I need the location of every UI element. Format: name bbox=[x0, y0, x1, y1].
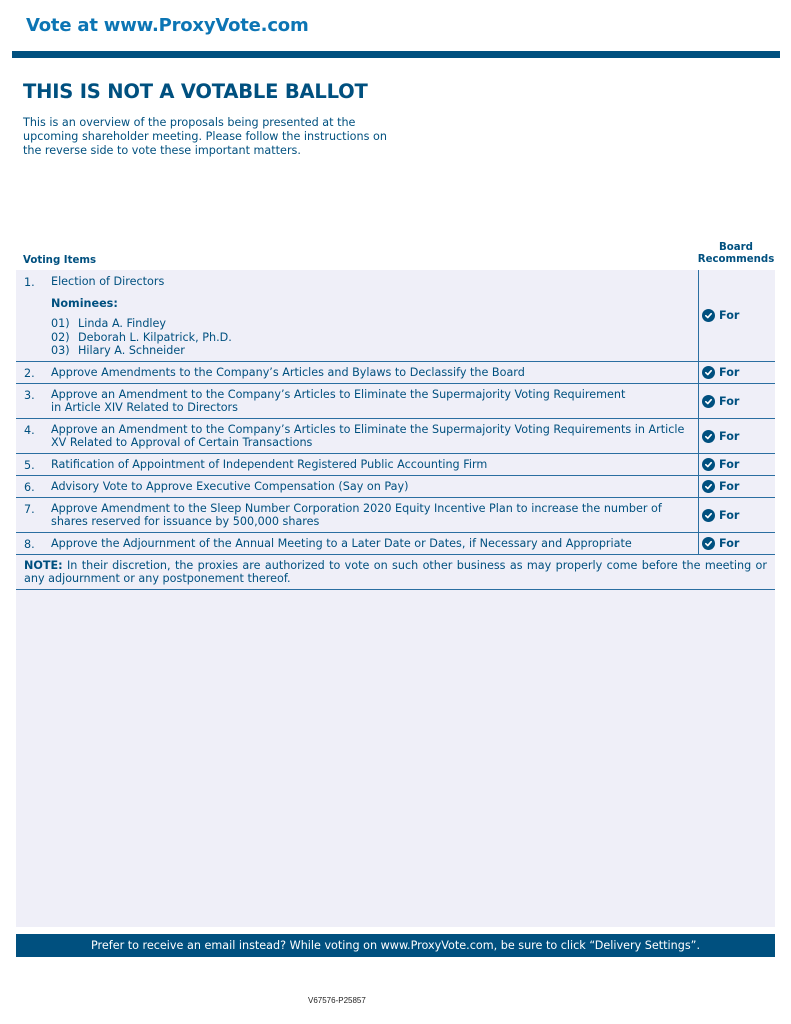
item-text: Approve Amendments to the Company’s Articles and Bylaws to Declassify the Board bbox=[51, 366, 525, 379]
item-text: Approve the Adjournment of the Annual Meeting to a Later Date or Dates, if Necessary and Appropriate bbox=[51, 537, 632, 550]
board-recommendation: For bbox=[698, 476, 775, 497]
intro-paragraph: This is an overview of the proposals being presented at the upcoming shareholder meeting. Please follow the instructions on the reverse side to vote these important matters. bbox=[23, 116, 387, 157]
item-text: Ratification of Appointment of Independent Registered Public Accounting Firm bbox=[51, 458, 488, 471]
item-title: Election of Directors bbox=[51, 275, 165, 288]
nominee-item: 02) Deborah L. Kilpatrick, Ph.D. bbox=[51, 330, 232, 344]
voting-item-row bbox=[16, 476, 775, 498]
note-text: In their discretion, the proxies are authorized to vote on such other business as may properly come before the meeting or any adjournment or any postponement thereof. bbox=[24, 559, 767, 585]
item-text: Advisory Vote to Approve Executive Compensation (Say on Pay) bbox=[51, 480, 409, 493]
item-number: 3. bbox=[24, 389, 35, 402]
header-divider bbox=[12, 51, 780, 58]
board-recommendation: For bbox=[698, 419, 775, 453]
board-recommends-line1: Board bbox=[719, 242, 753, 253]
item-number: 6. bbox=[24, 481, 35, 494]
check-circle-icon bbox=[702, 537, 715, 550]
check-circle-icon bbox=[702, 309, 715, 322]
vote-url-header: Vote at www.ProxyVote.com bbox=[26, 15, 309, 36]
board-recommendation: For bbox=[698, 498, 775, 532]
note-row bbox=[16, 555, 775, 590]
item-number: 8. bbox=[24, 538, 35, 551]
item-number: 7. bbox=[24, 503, 35, 516]
item-text: Approve Amendment to the Sleep Number Corporation 2020 Equity Incentive Plan to increase the number of shares reserved for issuance by 500,000 shares bbox=[51, 502, 662, 528]
check-circle-icon bbox=[702, 509, 715, 522]
voting-item-row bbox=[16, 454, 775, 476]
document-code: V67576-P25857 bbox=[308, 996, 366, 1005]
voting-items-table bbox=[16, 270, 775, 590]
board-recommends-header bbox=[697, 242, 775, 266]
voting-items-header: Voting Items bbox=[23, 255, 97, 266]
item-number: 2. bbox=[24, 367, 35, 380]
board-recommends-line2: Recommends bbox=[697, 254, 775, 265]
board-recommendation: For bbox=[698, 362, 775, 383]
voting-item-row bbox=[16, 270, 775, 362]
page-title: THIS IS NOT A VOTABLE BALLOT bbox=[23, 80, 368, 103]
nominees-label: Nominees: bbox=[51, 296, 118, 310]
check-circle-icon bbox=[702, 458, 715, 471]
voting-item-row bbox=[16, 533, 775, 555]
voting-item-row bbox=[16, 384, 775, 419]
item-text: Approve an Amendment to the Company’s Articles to Eliminate the Supermajority Voting Requirements in Article XV Related to Approval of Certain Transactions bbox=[51, 423, 685, 449]
board-recommendation: For bbox=[698, 533, 775, 554]
item-number: 5. bbox=[24, 459, 35, 472]
nominee-item: 01) Linda A. Findley bbox=[51, 317, 167, 330]
board-recommendation: For bbox=[698, 454, 775, 475]
check-circle-icon bbox=[702, 480, 715, 493]
board-recommendation: For bbox=[698, 384, 775, 418]
item-text: Approve an Amendment to the Company’s Articles to Eliminate the Supermajority Voting Requirement in Article XIV Related to Directors bbox=[51, 388, 626, 414]
nominee-item: 03) Hilary A. Schneider bbox=[51, 344, 185, 357]
voting-item-row bbox=[16, 498, 775, 533]
check-circle-icon bbox=[702, 366, 715, 379]
check-circle-icon bbox=[702, 395, 715, 408]
item-number: 1. bbox=[24, 276, 35, 289]
nominee-list bbox=[51, 317, 698, 358]
blank-panel bbox=[16, 590, 775, 927]
delivery-settings-banner: Prefer to receive an email instead? While voting on www.ProxyVote.com, be sure to click “Delivery Settings”. bbox=[16, 934, 775, 957]
voting-item-row bbox=[16, 362, 775, 384]
check-circle-icon bbox=[702, 430, 715, 443]
note-label: NOTE: bbox=[24, 559, 63, 572]
board-recommendation: For bbox=[698, 270, 775, 361]
item-number: 4. bbox=[24, 424, 35, 437]
voting-item-row bbox=[16, 419, 775, 454]
